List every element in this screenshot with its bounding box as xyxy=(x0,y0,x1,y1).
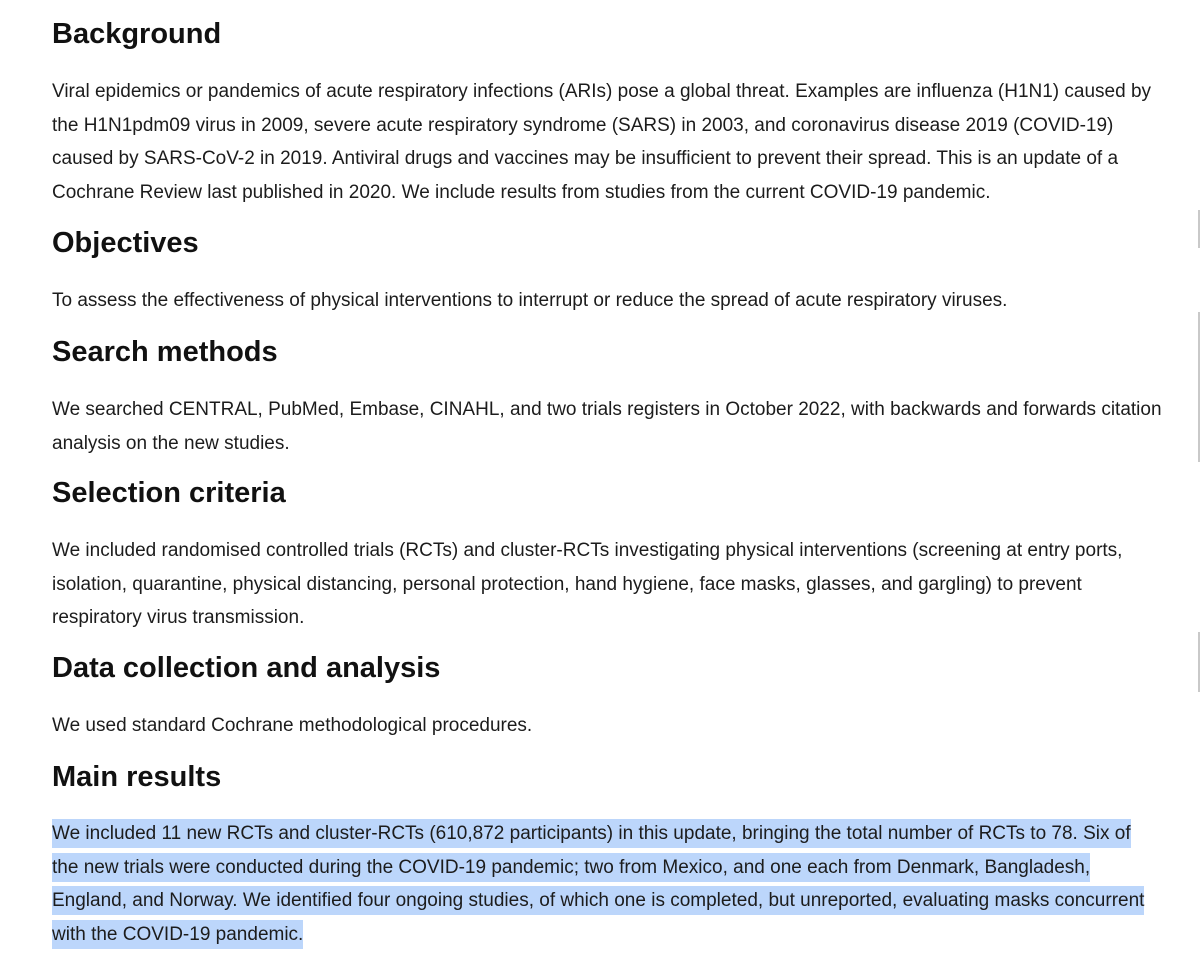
selected-text-highlight[interactable]: We included 11 new RCTs and cluster-RCTs (610,872 participants) in this update, bringing the total number of RCTs to 78. Six of the new trials were conducted during the COVID-19 pandemic; two from Mexico, and one each from Denmark, Bangladesh, England, and Norway. We identified four ongoing studies, of which one is completed, but unreported, evaluating masks concurrent with the COVID-19 pandemic. xyxy=(52,819,1144,949)
section-heading-background: Background xyxy=(52,18,222,50)
section-body-selection-criteria[interactable]: We included randomised controlled trials (RCTs) and cluster-RCTs investigating physical interventions (screening at entry ports, isolation, quarantine, physical distancing, personal protection, hand hygiene, face masks, glasses, and gargling) to prevent respiratory virus transmission. xyxy=(52,540,1123,629)
section-heading-objectives: Objectives xyxy=(52,227,199,259)
section-heading-selection-criteria: Selection criteria xyxy=(52,477,286,509)
section-body-search-methods[interactable]: We searched CENTRAL, PubMed, Embase, CINAHL, and two trials registers in October 2022, with backwards and forwards citation analysis on the new studies. xyxy=(52,399,1162,454)
section-heading-data-collection: Data collection and analysis xyxy=(52,652,441,684)
section-body-data-collection[interactable]: We used standard Cochrane methodological procedures. xyxy=(52,715,533,736)
section-heading-main-results: Main results xyxy=(52,761,222,793)
section-body-background[interactable]: Viral epidemics or pandemics of acute respiratory infections (ARIs) pose a global threat. Examples are influenza (H1N1) caused by the H1N1pdm09 virus in 2009, severe acute respiratory syndrome (SARS) in 2003, and coronavirus disease 2019 (COVID-19) caused by SARS-CoV-2 in 2019. Antiviral drugs and vaccines may be insufficient to prevent their spread. This is an update of a Cochrane Review last published in 2020. We include results from studies from the current COVID-19 pandemic. xyxy=(52,81,1152,204)
section-body-main-results[interactable] xyxy=(52,817,1162,952)
section-heading-search-methods: Search methods xyxy=(52,336,278,368)
section-body-objectives[interactable]: To assess the effectiveness of physical interventions to interrupt or reduce the spread of acute respiratory viruses. xyxy=(52,290,1008,311)
